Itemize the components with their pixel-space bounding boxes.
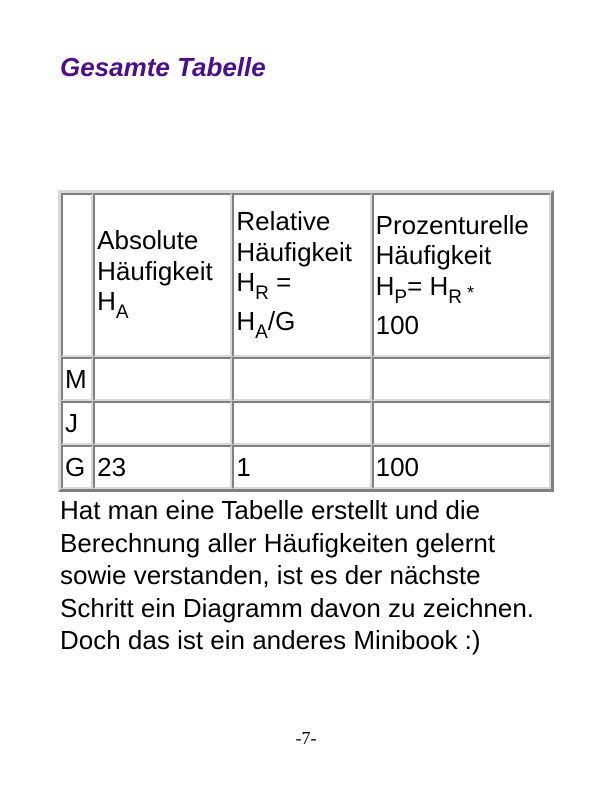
table-row bbox=[61, 445, 551, 489]
frequency-table bbox=[58, 190, 554, 492]
row-label: M bbox=[61, 357, 93, 401]
page-number: -7- bbox=[295, 728, 317, 748]
row-label: G bbox=[61, 445, 93, 489]
header-percent-frequency: Prozenturelle Häufigkeit $H_P= H_R$ * 100 bbox=[372, 193, 551, 357]
table-header-row bbox=[61, 193, 551, 357]
header-absolute-frequency: Absolute Häufigkeit $H_A$ bbox=[93, 193, 232, 357]
cell-absolute: 23 bbox=[93, 445, 232, 489]
cell-absolute bbox=[93, 357, 232, 401]
cell-relative bbox=[232, 401, 371, 445]
table-row bbox=[61, 357, 551, 401]
row-label: J bbox=[61, 401, 93, 445]
frequency-table-wrapper bbox=[58, 190, 554, 495]
cell-relative bbox=[232, 357, 371, 401]
header-corner-cell bbox=[61, 193, 93, 357]
cell-relative: 1 bbox=[232, 445, 371, 489]
table-row bbox=[61, 401, 551, 445]
cell-percent bbox=[372, 401, 551, 445]
cell-percent bbox=[372, 357, 551, 401]
body-paragraph: Hat man eine Tabelle erstellt und die Berechnung aller Häufigkeiten gelernt sowie verstanden, ist es der nächste Schritt ein Diagramm davon zu zeichnen. Doch das ist ein anderes Minibook :) bbox=[60, 495, 535, 655]
cell-percent: 100 bbox=[372, 445, 551, 489]
cell-absolute bbox=[93, 401, 232, 445]
header-relative-frequency: Relative Häufigkeit $H_R$ = $H_A/G$ bbox=[232, 193, 371, 357]
page-title: Gesamte Tabelle bbox=[60, 52, 266, 82]
